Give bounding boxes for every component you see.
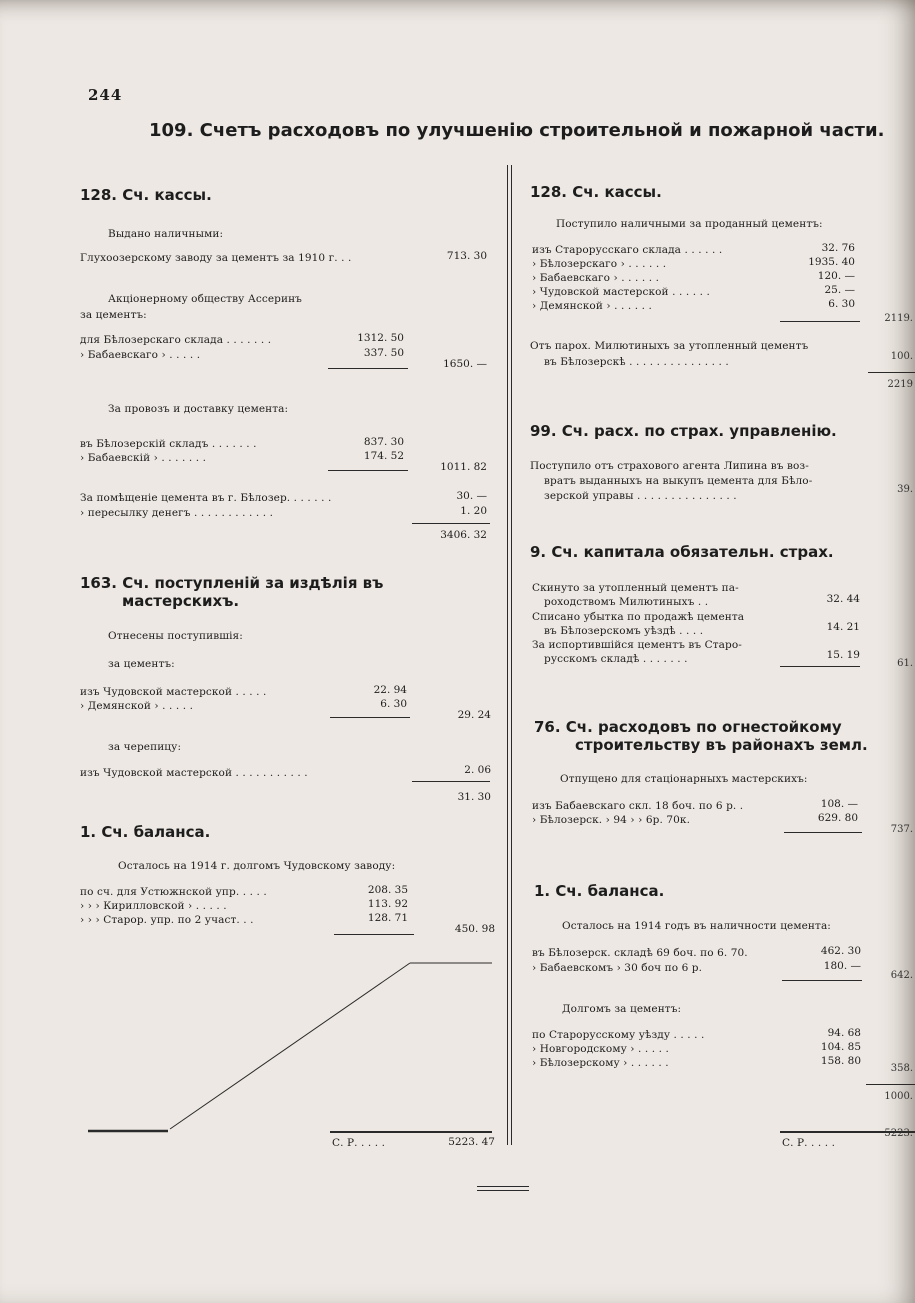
entry-text: За испортившійся цементъ въ Старо- — [532, 639, 742, 651]
entry-value: 113. 92 — [367, 898, 408, 910]
entry-line: изъ Чудовской мастерской . . . . . — [80, 686, 267, 698]
section-intro: Осталось на 1914 годъ въ наличности цемента: — [562, 920, 831, 932]
entry-line: въ Бѣлозерскомъ уѣздѣ . . . . — [544, 625, 704, 637]
grand-total: 5223. 47 — [448, 1136, 495, 1148]
entry-value: 104. 85 — [820, 1041, 861, 1053]
ornament-rule — [477, 1190, 529, 1191]
entry-line: › Демянской › . . . . . . — [532, 300, 652, 312]
entry-line: въ Бѣлозерск. складѣ 69 боч. по 6. 70. — [532, 947, 748, 959]
entry-line: › Бабаевскаго › . . . . . . — [532, 272, 660, 284]
entry-value: 32. 44 — [826, 593, 860, 605]
section-intro: Выдано наличными: — [108, 228, 224, 240]
entry-line: › Бѣлозерск. › 94 › › 6р. 70к. — [532, 814, 691, 826]
entry-line: › Бѣлозерскому › . . . . . . — [532, 1057, 669, 1069]
entry-line: роходствомъ Милютиныхъ . . — [544, 596, 709, 608]
section-heading: мастерскихъ. — [122, 592, 240, 610]
rule — [868, 372, 915, 373]
grand-total-label: С. Р. . . . . — [782, 1137, 836, 1149]
section-intro: Осталось на 1914 г. долгомъ Чудовскому заводу: — [118, 860, 396, 872]
entry-text: Поступило отъ страхового агента Липина въ воз- — [530, 460, 809, 472]
section-total: 2219 — [887, 379, 913, 390]
rule — [782, 980, 862, 981]
entry-value: 94. 68 — [827, 1027, 861, 1039]
entry-text: За провозъ и доставку цемента: — [108, 403, 289, 415]
entry-line: › Новгородскому › . . . . . — [532, 1043, 669, 1055]
subtotal-value: 2119. — [884, 313, 913, 324]
entry-line: изъ Бабаевскаго скл. 18 боч. по 6 р. . — [532, 800, 744, 812]
entry-text: за цементъ: — [80, 309, 147, 321]
entry-value: 128. 71 — [367, 912, 408, 924]
entry-value: 174. 52 — [363, 450, 404, 462]
entry-text: вратъ выданныхъ на выкупъ цемента для Бѣло- — [544, 475, 813, 487]
entry-line: За помѣщеніе цемента въ г. Бѣлозер. . . . . . . — [80, 492, 332, 504]
entry-line: Глухоозерскому заводу за цементъ за 1910 г. . . — [80, 252, 352, 264]
section-intro: Отнесены поступившія: — [108, 630, 243, 642]
entry-line: по сч. для Устюжнской упр. . . . . — [80, 886, 267, 898]
entry-line: › Бабаевскаго › . . . . . — [80, 349, 201, 361]
rule — [334, 934, 414, 935]
section-total: 61. — [897, 658, 913, 669]
rule — [784, 832, 862, 833]
section-subhead: за цементъ: — [108, 658, 175, 670]
entry-line: › Чудовской мастерской . . . . . . — [532, 286, 710, 298]
subtotal-value: 29. 24 — [457, 709, 491, 721]
entry-line: изъ Чудовской мастерской . . . . . . . . . . . — [80, 767, 308, 779]
page-title: 109. Счетъ расходовъ по улучшенію строительной и пожарной части. — [149, 120, 885, 141]
column-divider — [507, 165, 508, 1145]
grand-total-label: С. Р. . . . . — [332, 1137, 386, 1149]
subtotal-value: 358. — [890, 1063, 913, 1074]
entry-line: › Бабаевскомъ › 30 боч по 6 р. — [532, 962, 703, 974]
section-heading: 99. Сч. расх. по страх. управленію. — [530, 422, 837, 440]
subtotal-value: 1011. 82 — [440, 461, 487, 473]
entry-line: › Демянской › . . . . . — [80, 700, 194, 712]
entry-text: Отъ парох. Милютиныхъ за утопленный цементъ — [530, 340, 809, 352]
section-total: 31. 30 — [457, 791, 491, 803]
entry-value: 32. 76 — [821, 242, 855, 254]
section-heading: 9. Сч. капитала обязательн. страх. — [530, 543, 834, 561]
section-heading: 128. Сч. кассы. — [530, 183, 662, 201]
entry-value: 1312. 50 — [357, 332, 404, 344]
filler-stroke — [80, 955, 500, 1135]
entry-text: Скинуто за утопленный цементъ па- — [532, 582, 739, 594]
entry-line: › › › Старор. упр. по 2 участ. . . — [80, 914, 254, 926]
entry-value: 22. 94 — [373, 684, 407, 696]
entry-line: › › › Кирилловской › . . . . . — [80, 900, 227, 912]
rule — [780, 321, 860, 322]
rule — [330, 717, 410, 718]
entry-line: зерской управы . . . . . . . . . . . . . . . — [544, 490, 737, 502]
grand-total: 5223. — [884, 1128, 913, 1139]
section-heading: 76. Сч. расходовъ по огнестойкому — [534, 718, 842, 736]
rule — [328, 368, 408, 369]
entry-value: 208. 35 — [367, 884, 408, 896]
entry-value: 39. — [897, 484, 913, 495]
entry-line: изъ Старорусскаго склада . . . . . . — [532, 244, 723, 256]
entry-text: Акціонерному обществу Ассеринъ — [108, 293, 302, 305]
entry-value: 108. — — [820, 798, 858, 810]
section-total: 3406. 32 — [440, 529, 487, 541]
entry-value: 120. — — [817, 270, 855, 282]
entry-line: › Бѣлозерскаго › . . . . . . — [532, 258, 667, 270]
section-subhead: за черепицу: — [108, 741, 182, 753]
entry-value: 6. 30 — [380, 698, 407, 710]
entry-value: 462. 30 — [820, 945, 861, 957]
entry-value: 15. 19 — [826, 649, 860, 661]
rule — [780, 666, 860, 667]
section-heading: 128. Сч. кассы. — [80, 186, 212, 204]
rule — [330, 1131, 492, 1133]
ornament-rule — [477, 1186, 529, 1187]
entry-line: въ Бѣлозерскій складъ . . . . . . . — [80, 438, 257, 450]
entry-value: 837. 30 — [363, 436, 404, 448]
section-intro: Отпущено для стаціонарныхъ мастерскихъ: — [560, 773, 808, 785]
entry-value: 180. — — [823, 960, 861, 972]
entry-value: 25. — — [824, 284, 855, 296]
section-total: 450. 98 — [454, 923, 495, 935]
entry-line: русскомъ складѣ . . . . . . . — [544, 653, 688, 665]
entry-value: 158. 80 — [820, 1055, 861, 1067]
rule — [328, 470, 408, 471]
section-heading: 1. Сч. баланса. — [80, 823, 211, 841]
section-heading: 163. Сч. поступленій за издѣлія въ — [80, 574, 384, 592]
subtotal-value: 1650. — — [443, 358, 487, 370]
entry-value: 629. 80 — [817, 812, 858, 824]
entry-line: › Бабаевскій › . . . . . . . — [80, 452, 207, 464]
entry-value: 30. — — [456, 490, 487, 502]
entry-line: въ Бѣлозерскѣ . . . . . . . . . . . . . . . — [544, 356, 729, 368]
entry-line: › пересылку денегъ . . . . . . . . . . . . — [80, 507, 274, 519]
entry-value: 1. 20 — [460, 505, 487, 517]
entry-value: 713. 30 — [446, 250, 487, 262]
section-heading: строительству въ районахъ земл. — [575, 736, 868, 754]
rule — [412, 523, 490, 524]
entry-text: Списано убытка по продажѣ цемента — [532, 611, 745, 623]
entry-value: 6. 30 — [828, 298, 855, 310]
entry-value: 1935. 40 — [808, 256, 855, 268]
entry-value: 337. 50 — [363, 347, 404, 359]
entry-line: для Бѣлозерскаго склада . . . . . . . — [80, 334, 272, 346]
rule — [412, 781, 490, 782]
page-number: 244 — [88, 86, 123, 104]
section-total: 1000. — [884, 1091, 913, 1102]
section-subhead: Долгомъ за цементъ: — [562, 1003, 682, 1015]
entry-value: 14. 21 — [826, 621, 860, 633]
section-total: 737. — [890, 824, 913, 835]
entry-value: 2. 06 — [464, 764, 491, 776]
section-heading: 1. Сч. баланса. — [534, 882, 665, 900]
entry-line: по Старорусскому уѣзду . . . . . — [532, 1029, 705, 1041]
column-divider-2 — [511, 165, 512, 1145]
rule — [866, 1084, 915, 1085]
subtotal-value: 642. — [890, 970, 913, 981]
entry-value: 100. — [890, 351, 913, 362]
section-intro: Поступило наличными за проданный цементъ: — [556, 218, 823, 230]
